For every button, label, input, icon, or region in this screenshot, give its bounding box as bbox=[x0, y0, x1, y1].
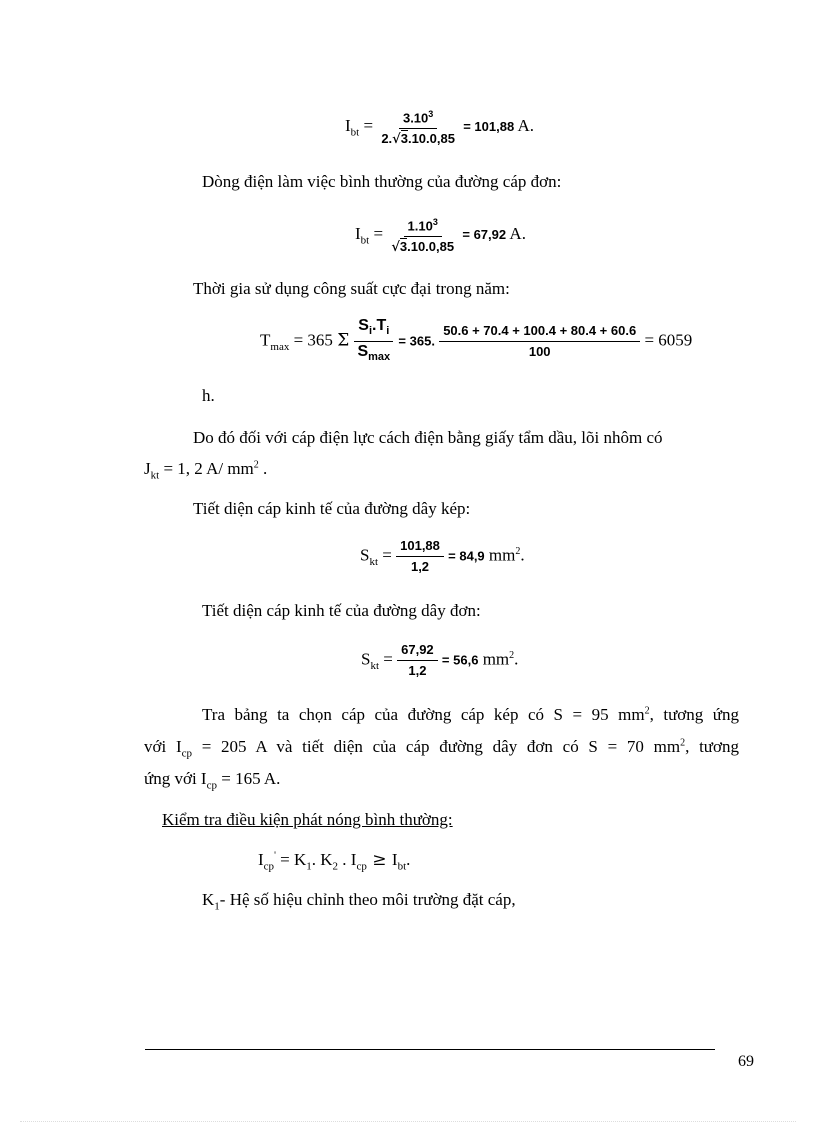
result: 56,6 bbox=[453, 652, 479, 668]
equation-skt-single: $S_{kt}$ = $\frac{67,92}{1,2}$ = 56,6 $mm^2$. bbox=[361, 642, 519, 678]
page-border bbox=[20, 1121, 796, 1122]
paragraph: Thời gia sử dụng công suất cực đại trong năm: bbox=[193, 279, 510, 298]
fraction: $\frac{67,92}{1,2}$ bbox=[397, 642, 438, 679]
paragraph: h. bbox=[202, 386, 215, 405]
paragraph: với $I_{cp} = 205$ A và tiết diện của cáp đường dây đơn có S = 70 $mm^2$, tương bbox=[144, 737, 739, 760]
paragraph: Tiết diện cáp kinh tế của đường dây kép: bbox=[193, 499, 471, 518]
fraction: $\frac{50.6 + 70.4 + 100.4 + 80.4 + 60.6}{100}$ bbox=[439, 323, 640, 360]
footer-rule bbox=[145, 1049, 715, 1050]
equation-tmax: $T_{max} = 365$ Σ $\frac{S_i.T_i}{S_{max}}$ = 365. $\frac{50.6 + 70.4 + 100.4 + 80.4 + 60.6}{100}$ = 6059 bbox=[260, 317, 693, 364]
result: = 6059 bbox=[644, 330, 693, 350]
result: 101,88 bbox=[474, 119, 515, 135]
section-heading: Kiểm tra điều kiện phát nóng bình thường: bbox=[162, 810, 453, 829]
paragraph: $J_{kt} = 1$, 2 A/ $mm^2$ . bbox=[144, 459, 268, 482]
result: 67,92 bbox=[473, 227, 507, 243]
equation-ibt-double: $I_{bt}$ = $\frac{3.10^3}{2.√3.10.0,85}$ = 101,88 A. bbox=[345, 106, 534, 148]
paragraph: Do đó đối với cáp điện lực cách điện bằng giấy tẩm dầu, lõi nhôm có bbox=[193, 428, 663, 447]
result: 84,9 bbox=[459, 548, 485, 564]
paragraph: Dòng điện làm việc bình thường của đường cáp đơn: bbox=[202, 172, 562, 191]
equation-ibt-single: $I_{bt}$ = $\frac{1.10^3}{√3.10.0,85}$ = 67,92 A. bbox=[355, 214, 526, 256]
fraction: $\frac{S_i.T_i}{S_{max}}$ bbox=[353, 318, 394, 365]
fraction: $\frac{101,88}{1,2}$ bbox=[396, 538, 444, 575]
paragraph: $K_1-$ Hệ số hiệu chỉnh theo môi trường đặt cáp, bbox=[202, 890, 516, 913]
paragraph: ứng với $I_{cp} = 165$ A. bbox=[144, 769, 281, 792]
paragraph: Tiết diện cáp kinh tế của đường dây đơn: bbox=[202, 601, 481, 620]
fraction: $\frac{1.10^3}{√3.10.0,85}$ bbox=[387, 214, 458, 256]
fraction: $\frac{3.10^3}{2.√3.10.0,85}$ bbox=[377, 106, 459, 148]
page-number: 69 bbox=[738, 1053, 754, 1070]
equation-skt-double: $S_{kt}$ = $\frac{101,88}{1,2}$ = 84,9 $mm^2$. bbox=[360, 538, 525, 574]
equation-icp: $I_{cp}' = K_1$. $K_2$ . $I_{cp} \ge I_{bt}$. bbox=[258, 850, 411, 873]
paragraph: Tra bảng ta chọn cáp của đường cáp kép có S = 95 $mm^2$, tương ứng bbox=[202, 705, 739, 724]
